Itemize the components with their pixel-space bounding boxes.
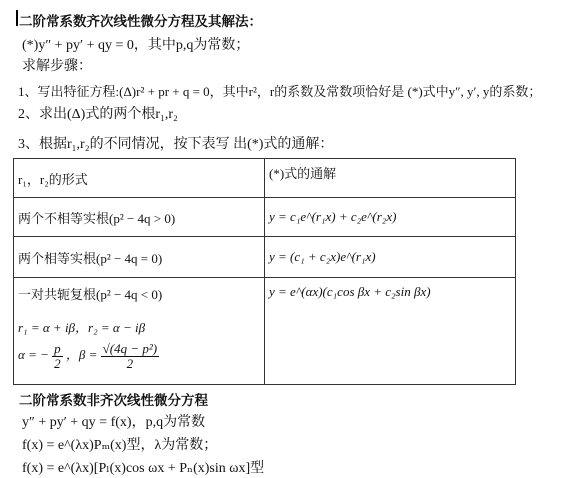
header-general-solution-label: (*)式的通解 (269, 166, 337, 181)
step-2: 2、求出(Δ)式的两个根r₁,r₂ (18, 107, 178, 122)
alpha-numerator: p (54, 341, 61, 356)
distinct-real-roots-solution (265, 198, 516, 237)
beta-fraction (101, 342, 159, 370)
section1-title: 二阶常系数齐次线性微分方程及其解法： (19, 14, 262, 30)
distinct-real-roots-cell (14, 198, 265, 237)
header-root-form (14, 159, 265, 198)
complex-roots-cell (14, 278, 265, 385)
table-row (14, 278, 516, 385)
step-3: 3、根据r₁,r₂的不同情况，按下表写 出(*)式的通解： (18, 137, 334, 152)
header-root-form-label: r₁，r₂的形式 (18, 171, 88, 187)
general-solution-table (13, 158, 516, 385)
equal-real-roots-solution-text: y = (c₁ + c₂x)e^(r₁x) (269, 249, 376, 264)
table-header-row (14, 159, 516, 198)
nonhomogeneous-equation: y″ + py′ + qy = f(x)，p,q为常数 (22, 415, 206, 430)
beta-numerator: √(4q − p²) (102, 341, 158, 356)
distinct-real-roots-label: 两个不相等实根(p² − 4q > 0) (18, 210, 176, 226)
alpha-fraction (52, 342, 63, 370)
distinct-real-roots-solution-text: y = c₁e^(r₁x) + c₂e^(r₂x) (269, 209, 397, 224)
equal-real-roots-label: 两个相等实根(p² − 4q = 0) (18, 250, 163, 266)
nonhomogeneous-case-2: f(x) = e^(λx)[Pₗ(x)cos ωx + Pₙ(x)sin ωx]型 (22, 461, 265, 476)
equal-real-roots-cell (14, 237, 265, 278)
beta-label: ，β = (65, 347, 98, 363)
equal-real-roots-solution (265, 237, 516, 278)
step-1: 1、写出特征方程:(Δ)r² + pr + q = 0，其中r²，r的系数及常数项恰好是 (*)式中y″, y′, y的系数； (18, 84, 542, 99)
alpha-denominator: 2 (54, 355, 61, 371)
homogeneous-equation: (*)y″ + py′ + qy = 0，其中p,q为常数； (22, 38, 250, 53)
complex-roots-values: r₁ = α + iβ，r₂ = α − iβ (18, 320, 146, 335)
table-row (14, 237, 516, 278)
steps-title: 求解步骤： (22, 58, 92, 74)
complex-roots-label: 一对共轭复根(p² − 4q < 0) (18, 287, 163, 302)
alpha-beta-definition (18, 342, 260, 370)
section2-title: 二阶常系数非齐次线性微分方程 (19, 393, 208, 409)
complex-roots-solution (265, 278, 516, 385)
table-row (14, 198, 516, 237)
complex-roots-solution-text: y = e^(αx)(c₁cos βx + c₂sin βx) (269, 284, 431, 299)
header-general-solution (265, 159, 516, 198)
nonhomogeneous-case-1: f(x) = e^(λx)Pₘ(x)型，λ为常数； (22, 438, 218, 453)
beta-denominator: 2 (126, 355, 134, 371)
text-cursor (16, 10, 18, 26)
alpha-label: α = − (18, 347, 49, 363)
